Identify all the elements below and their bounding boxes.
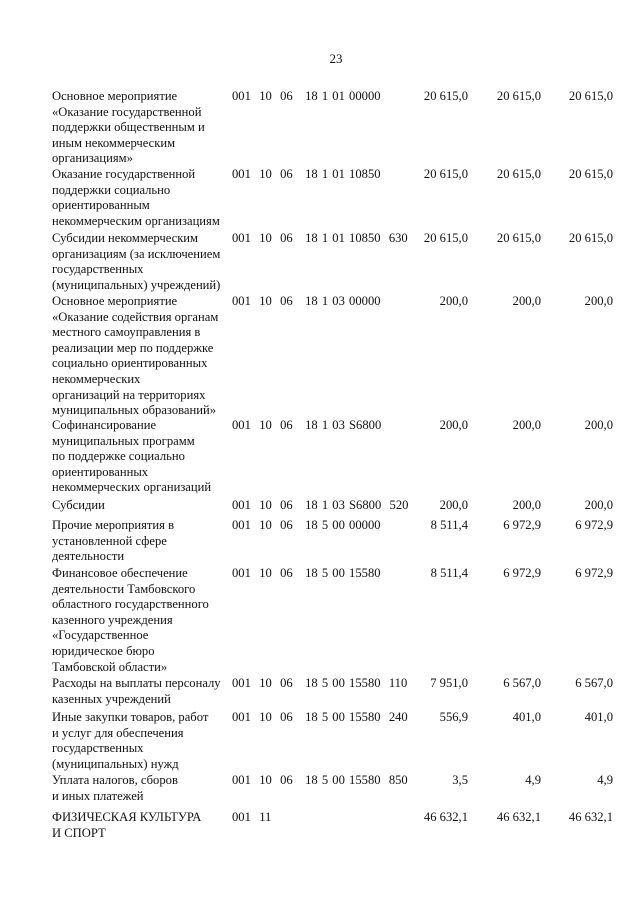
row-code: 001 10 06 18 1 01 00000 xyxy=(232,89,381,103)
row-value-3: 6 567,0 xyxy=(575,676,613,690)
row-value-1: 3,5 xyxy=(452,773,468,787)
row-code: 001 10 06 18 1 01 10850 630 xyxy=(232,231,408,245)
row-value-1: 20 615,0 xyxy=(423,89,468,103)
row-name: Уплата налогов, сборов и иных платежей xyxy=(52,773,178,803)
row-value-2: 200,0 xyxy=(512,418,541,432)
row-code: 001 10 06 18 5 00 15580 110 xyxy=(232,676,408,690)
row-value-2: 20 615,0 xyxy=(496,89,541,103)
row-value-2: 20 615,0 xyxy=(496,231,541,245)
row-name: Оказание государственной поддержки социально ориентированным некоммерческим организациям xyxy=(52,167,220,228)
row-code: 001 10 06 18 5 00 15580 240 xyxy=(232,710,408,724)
row-value-2: 6 972,9 xyxy=(503,566,541,580)
row-value-2: 46 632,1 xyxy=(496,810,541,824)
row-name: Основное мероприятие «Оказание содействия органам местного самоуправления в реализации мер по поддержке социально ориентированных некоммерческих организаций на территориях муниципальных образований» xyxy=(52,294,219,418)
row-value-1: 8 511,4 xyxy=(430,518,468,532)
row-code: 001 10 06 18 5 00 15580 850 xyxy=(232,773,408,787)
row-value-2: 200,0 xyxy=(512,294,541,308)
row-value-3: 20 615,0 xyxy=(568,231,613,245)
row-name: Софинансирование муниципальных программ по поддержке социально ориентированных некоммерческих организаций xyxy=(52,418,212,495)
row-value-1: 46 632,1 xyxy=(423,810,468,824)
row-value-3: 200,0 xyxy=(584,294,613,308)
row-value-1: 20 615,0 xyxy=(423,167,468,181)
row-value-2: 6 567,0 xyxy=(503,676,541,690)
row-name: Субсидии xyxy=(52,498,105,512)
row-code: 001 10 06 18 5 00 15580 xyxy=(232,566,381,580)
row-value-1: 200,0 xyxy=(439,418,468,432)
row-value-2: 200,0 xyxy=(512,498,541,512)
row-value-3: 200,0 xyxy=(584,418,613,432)
row-value-3: 20 615,0 xyxy=(568,167,613,181)
row-value-3: 200,0 xyxy=(584,498,613,512)
row-code: 001 10 06 18 1 03 00000 xyxy=(232,294,381,308)
row-value-3: 6 972,9 xyxy=(575,518,613,532)
row-value-1: 7 951,0 xyxy=(430,676,468,690)
row-value-3: 6 972,9 xyxy=(575,566,613,580)
row-value-2: 4,9 xyxy=(525,773,541,787)
row-code: 001 10 06 18 1 03 S6800 520 xyxy=(232,498,409,512)
row-value-3: 20 615,0 xyxy=(568,89,613,103)
row-value-1: 200,0 xyxy=(439,498,468,512)
row-value-3: 46 632,1 xyxy=(568,810,613,824)
row-value-1: 20 615,0 xyxy=(423,231,468,245)
row-name: Финансовое обеспечение деятельности Тамбовского областного государственного казенного учреждения «Государственное юридическое бюро Тамбовской области» xyxy=(52,566,209,674)
row-code: 001 10 06 18 5 00 00000 xyxy=(232,518,381,532)
row-value-3: 4,9 xyxy=(597,773,613,787)
row-name: Прочие мероприятия в установленной сфере деятельности xyxy=(52,518,175,564)
row-name: ФИЗИЧЕСКАЯ КУЛЬТУРА И СПОРТ xyxy=(52,810,202,840)
row-value-2: 6 972,9 xyxy=(503,518,541,532)
row-value-1: 8 511,4 xyxy=(430,566,468,580)
row-value-3: 401,0 xyxy=(584,710,613,724)
row-name: Субсидии некоммерческим организациям (за исключением государственных (муниципальных) учреждений) xyxy=(52,231,221,292)
row-name: Основное мероприятие «Оказание государственной поддержки общественным и иным некоммерческим организациям» xyxy=(52,89,205,166)
row-name: Расходы на выплаты персоналу казенных учреждений xyxy=(52,676,221,706)
row-code: 001 10 06 18 1 01 10850 xyxy=(232,167,381,181)
row-value-1: 200,0 xyxy=(439,294,468,308)
row-code: 001 11 xyxy=(232,810,272,824)
row-value-1: 556,9 xyxy=(439,710,468,724)
row-value-2: 20 615,0 xyxy=(496,167,541,181)
row-value-2: 401,0 xyxy=(512,710,541,724)
row-code: 001 10 06 18 1 03 S6800 xyxy=(232,418,382,432)
page-number: 23 xyxy=(329,51,343,66)
row-name: Иные закупки товаров, работ и услуг для обеспечения государственных (муниципальных) нужд xyxy=(52,710,209,771)
